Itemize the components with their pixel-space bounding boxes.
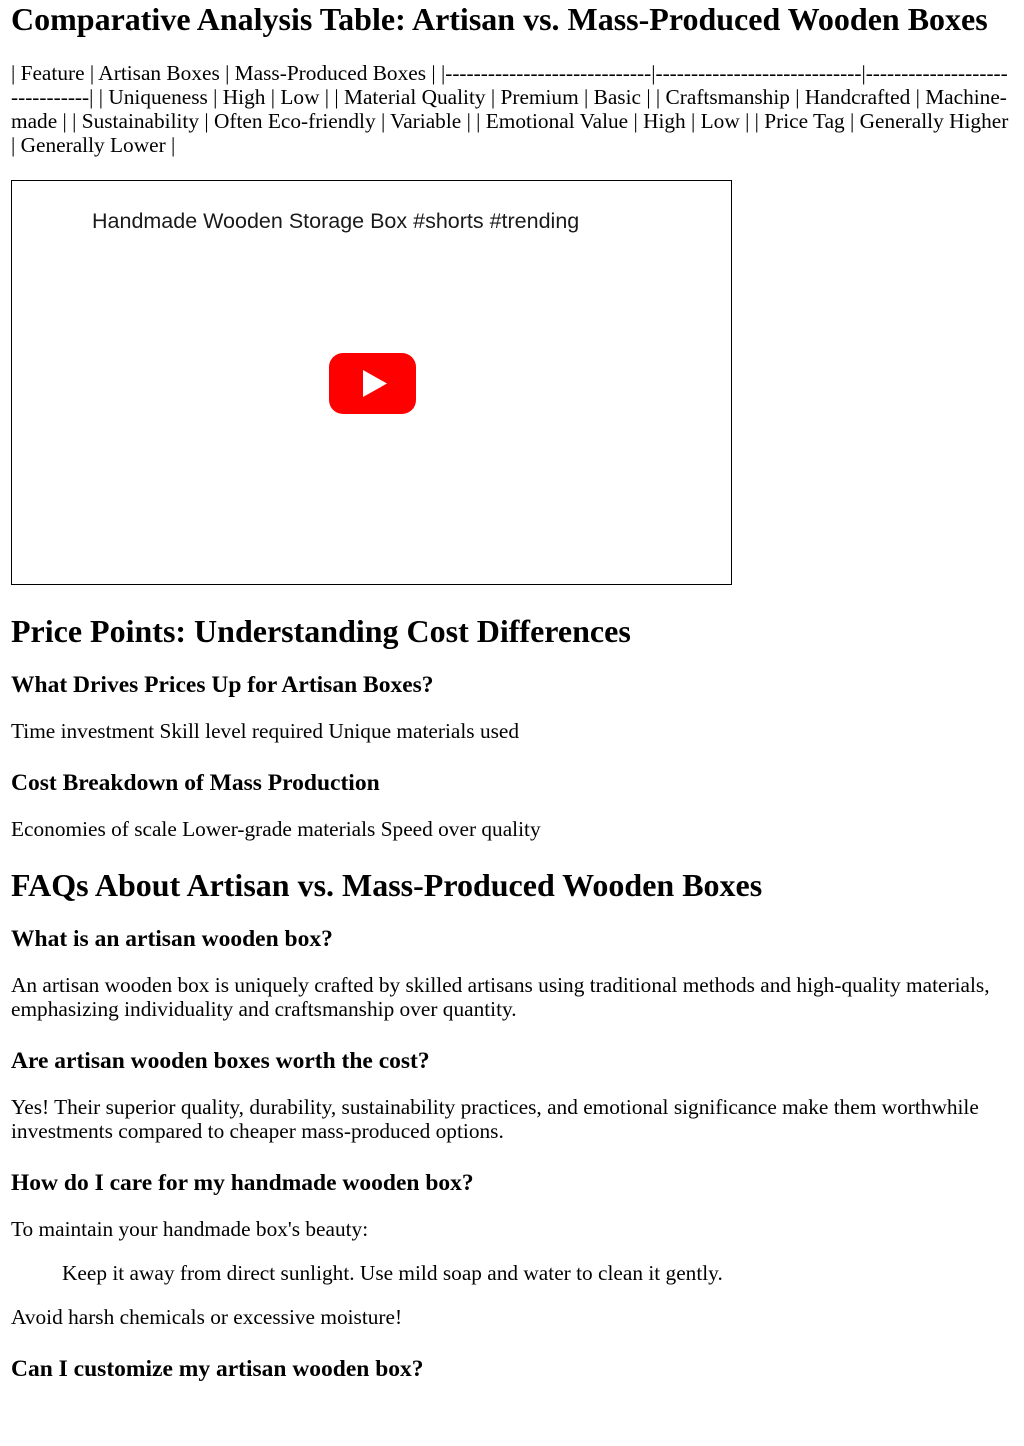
drives-prices-text: Time investment Skill level required Unique materials used [11, 719, 520, 743]
faq-heading: FAQs About Artisan vs. Mass-Produced Wooden Boxes [11, 867, 763, 903]
youtube-play-icon[interactable] [329, 353, 416, 414]
faq-answer-3-intro: To maintain your handmade box's beauty: [11, 1217, 369, 1241]
drives-prices-heading: What Drives Prices Up for Artisan Boxes? [11, 672, 434, 698]
faq-question-2: Are artisan wooden boxes worth the cost? [11, 1048, 430, 1074]
faq-answer-3-outro: Avoid harsh chemicals or excessive moisture! [11, 1305, 403, 1329]
faq-question-3: How do I care for my handmade wooden box? [11, 1170, 474, 1196]
faq-answer-2: Yes! Their superior quality, durability, sustainability practices, and emotional significance make them worthwhile investments compared to cheaper mass-produced options. [11, 1095, 979, 1143]
comparison-table-text: | Feature | Artisan Boxes | Mass-Produced Boxes | |-----------------------------|-----------------------------|-------------------------------| | Uniqueness | High | Low | | Material Quality | Premium | Basic | | Craftsmanship | Handcrafted | Machine-made | | Sustainability | Often Eco-friendly | Variable | | Emotional Value | High | Low | | Price Tag | Generally Higher | Generally Lower | [11, 61, 1009, 157]
price-points-heading: Price Points: Understanding Cost Differences [11, 613, 631, 649]
faq-answer-3-list: Keep it away from direct sunlight. Use mild soap and water to clean it gently. [62, 1261, 723, 1285]
video-embed[interactable] [11, 180, 732, 585]
faq-question-1: What is an artisan wooden box? [11, 926, 333, 952]
comparative-heading: Comparative Analysis Table: Artisan vs. Mass-Produced Wooden Boxes [11, 1, 988, 37]
faq-question-4: Can I customize my artisan wooden box? [11, 1356, 424, 1382]
mass-production-text: Economies of scale Lower-grade materials Speed over quality [11, 817, 541, 841]
video-title[interactable]: Handmade Wooden Storage Box #shorts #trending [92, 209, 580, 233]
mass-production-heading: Cost Breakdown of Mass Production [11, 770, 380, 796]
faq-answer-1: An artisan wooden box is uniquely crafted by skilled artisans using traditional methods and high-quality materials, emphasizing individuality and craftsmanship over quantity. [11, 973, 990, 1021]
